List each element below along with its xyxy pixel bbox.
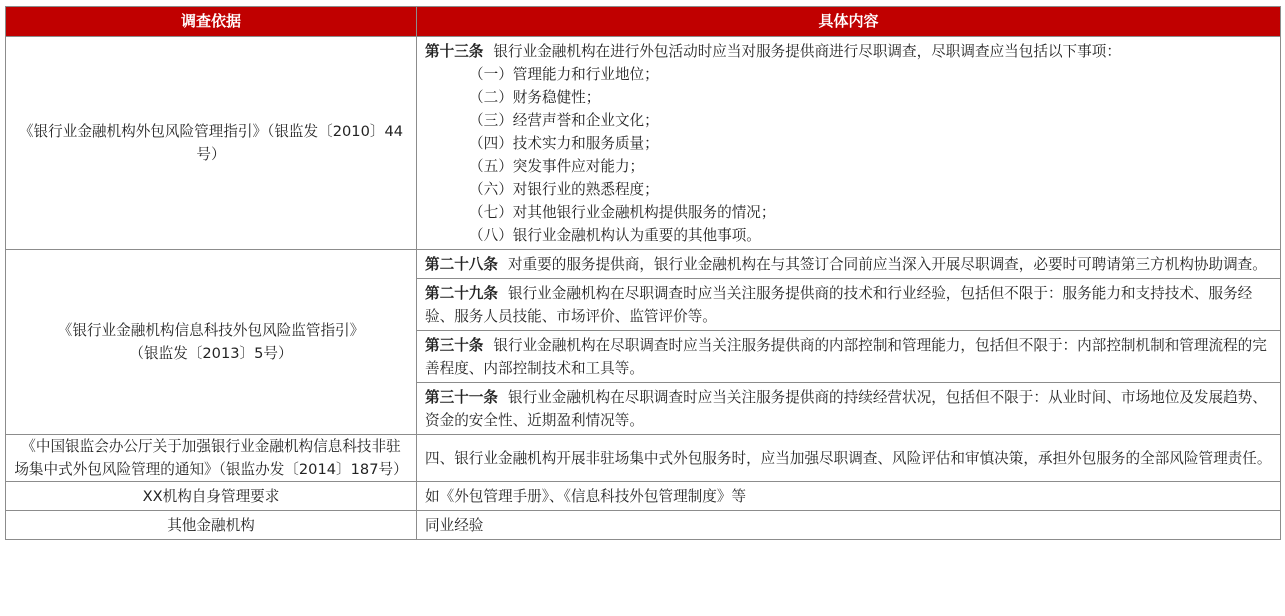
basis-cell: XX机构自身管理要求	[6, 482, 417, 511]
header-content: 具体内容	[417, 7, 1281, 37]
content-cell: 四、银行业金融机构开展非驻场集中式外包服务时，应当加强尽职调查、风险评估和审慎决策，承担外包服务的全部风险管理责任。	[417, 435, 1281, 482]
basis-document-number: （银监发〔2013〕5号）	[129, 345, 293, 362]
article-number: 第二十九条	[425, 285, 498, 302]
list-item: （六）对银行业的熟悉程度；	[469, 181, 659, 198]
table-row	[6, 435, 1281, 482]
list-item: （二）财务稳健性；	[469, 89, 601, 106]
content-cell: 如《外包管理手册》、《信息科技外包管理制度》等	[417, 482, 1281, 511]
header-row	[6, 7, 1281, 37]
header-basis: 调查依据	[6, 7, 417, 37]
list-item: （四）技术实力和服务质量；	[469, 135, 659, 152]
due-diligence-table	[5, 6, 1281, 540]
article-number: 第三十一条	[425, 389, 498, 406]
basis-cell: 《中国银监会办公厅关于加强银行业金融机构信息科技非驻场集中式外包风险管理的通知》（银监办发〔2014〕187号）	[6, 435, 417, 482]
article-text: 银行业金融机构在尽职调查时应当关注服务提供商的持续经营状况，包括但不限于：从业时间、市场地位及发展趋势、资金的安全性、近期盈利情况等。	[425, 389, 1267, 429]
basis-cell	[6, 250, 417, 435]
content-cell	[417, 383, 1281, 435]
content-cell	[417, 250, 1281, 279]
basis-cell: 《银行业金融机构外包风险管理指引》（银监发〔2010〕44号）	[6, 37, 417, 250]
article-number: 第十三条	[425, 43, 484, 60]
article-paragraph	[425, 40, 1274, 63]
table-row	[6, 482, 1281, 511]
content-cell: 同业经验	[417, 511, 1281, 540]
article-number: 第三十条	[425, 337, 484, 354]
list-item: （五）突发事件应对能力；	[469, 158, 645, 175]
article-text: 对重要的服务提供商，银行业金融机构在与其签订合同前应当深入开展尽职调查，必要时可聘请第三方机构协助调查。	[507, 256, 1267, 273]
table-row	[6, 37, 1281, 250]
content-cell	[417, 37, 1281, 250]
list-item: （八）银行业金融机构认为重要的其他事项。	[469, 227, 761, 244]
basis-cell: 其他金融机构	[6, 511, 417, 540]
list-item: （一）管理能力和行业地位；	[469, 66, 659, 83]
table-row	[6, 511, 1281, 540]
list-item: （七）对其他银行业金融机构提供服务的情况；	[469, 204, 776, 221]
article-text: 银行业金融机构在尽职调查时应当关注服务提供商的内部控制和管理能力，包括但不限于：内部控制机制和管理流程的完善程度、内部控制技术和工具等。	[425, 337, 1267, 377]
table-row	[6, 250, 1281, 279]
article-number: 第二十八条	[425, 256, 498, 273]
content-cell	[417, 279, 1281, 331]
article-text: 银行业金融机构在尽职调查时应当关注服务提供商的技术和行业经验，包括但不限于：服务能力和支持技术、服务经验、服务人员技能、市场评价、监管评价等。	[425, 285, 1253, 325]
list-item: （三）经营声誉和企业文化；	[469, 112, 659, 129]
article-text: 银行业金融机构在进行外包活动时应当对服务提供商进行尽职调查，尽职调查应当包括以下事项：	[493, 43, 1121, 60]
basis-title: 《银行业金融机构信息科技外包风险监管指引》	[57, 322, 365, 339]
content-cell	[417, 331, 1281, 383]
